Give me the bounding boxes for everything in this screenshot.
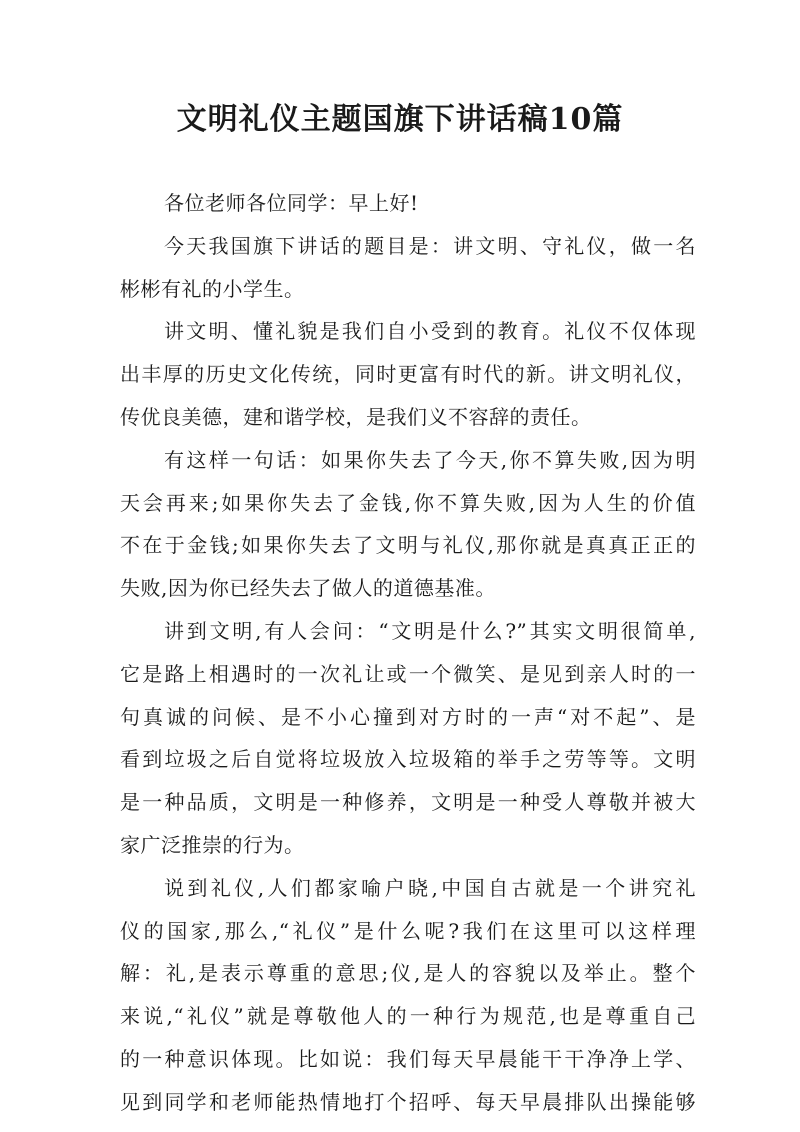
text-line: 是一种品质，文明是一种修养，文明是一种受人尊敬并被大 <box>120 790 696 815</box>
text-line: 家广泛推崇的行为。 <box>120 832 305 857</box>
text-line: 来说,“礼仪”就是尊敬他人的一种行为规范,也是尊重自己 <box>120 1004 696 1029</box>
text-line: 讲到文明,有人会问：“文明是什么?”其实文明很简单, <box>164 618 696 643</box>
document-body <box>120 182 696 1124</box>
text-line: 失败,因为你已经失去了做人的道德基准。 <box>120 576 496 601</box>
text-line: 今天我国旗下讲话的题目是：讲文明、守礼仪，做一名 <box>164 233 696 258</box>
text-line: 天会再来;如果你失去了金钱,你不算失败,因为人生的价值 <box>120 490 696 515</box>
text-line: 仪的国家,那么,“礼仪”是什么呢?我们在这里可以这样理 <box>120 918 696 943</box>
text-line: 的一种意识体现。比如说：我们每天早晨能干干净净上学、 <box>120 1046 696 1071</box>
text-line: 传优良美德，建和谐学校，是我们义不容辞的责任。 <box>120 404 592 429</box>
paragraph-saying <box>120 439 696 610</box>
text-line: 它是路上相遇时的一次礼让或一个微笑、是见到亲人时的一 <box>120 661 696 686</box>
paragraph-education <box>120 310 696 438</box>
paragraph-topic <box>120 225 696 311</box>
document-title: 文明礼仪主题国旗下讲话稿10篇 <box>176 102 624 137</box>
paragraph-civility <box>120 610 696 867</box>
text-line: 讲文明、懂礼貌是我们自小受到的教育。礼仪不仅体现 <box>164 319 696 344</box>
text-line: 彬彬有礼的小学生。 <box>120 276 305 301</box>
text-line: 各位老师各位同学：早上好! <box>164 191 419 215</box>
text-line: 解：礼,是表示尊重的意思;仪,是人的容貌以及举止。整个 <box>120 961 696 986</box>
text-line: 出丰厚的历史文化传统，同时更富有时代的新。讲文明礼仪， <box>120 362 696 387</box>
paragraph-greeting <box>120 182 696 225</box>
text-line: 不在于金钱;如果你失去了文明与礼仪,那你就是真真正正的 <box>120 533 696 558</box>
text-line: 说到礼仪,人们都家喻户晓,中国自古就是一个讲究礼 <box>164 875 696 900</box>
paragraph-etiquette <box>120 867 696 1124</box>
text-line: 有这样一句话：如果你失去了今天,你不算失败,因为明 <box>164 447 696 472</box>
text-line: 见到同学和老师能热情地打个招呼、每天早晨排队出操能够 <box>120 1089 696 1114</box>
text-line: 句真诚的问候、是不小心撞到对方时的一声“对不起”、是 <box>120 704 696 729</box>
text-line: 看到垃圾之后自觉将垃圾放入垃圾箱的举手之劳等等。文明 <box>120 747 696 772</box>
